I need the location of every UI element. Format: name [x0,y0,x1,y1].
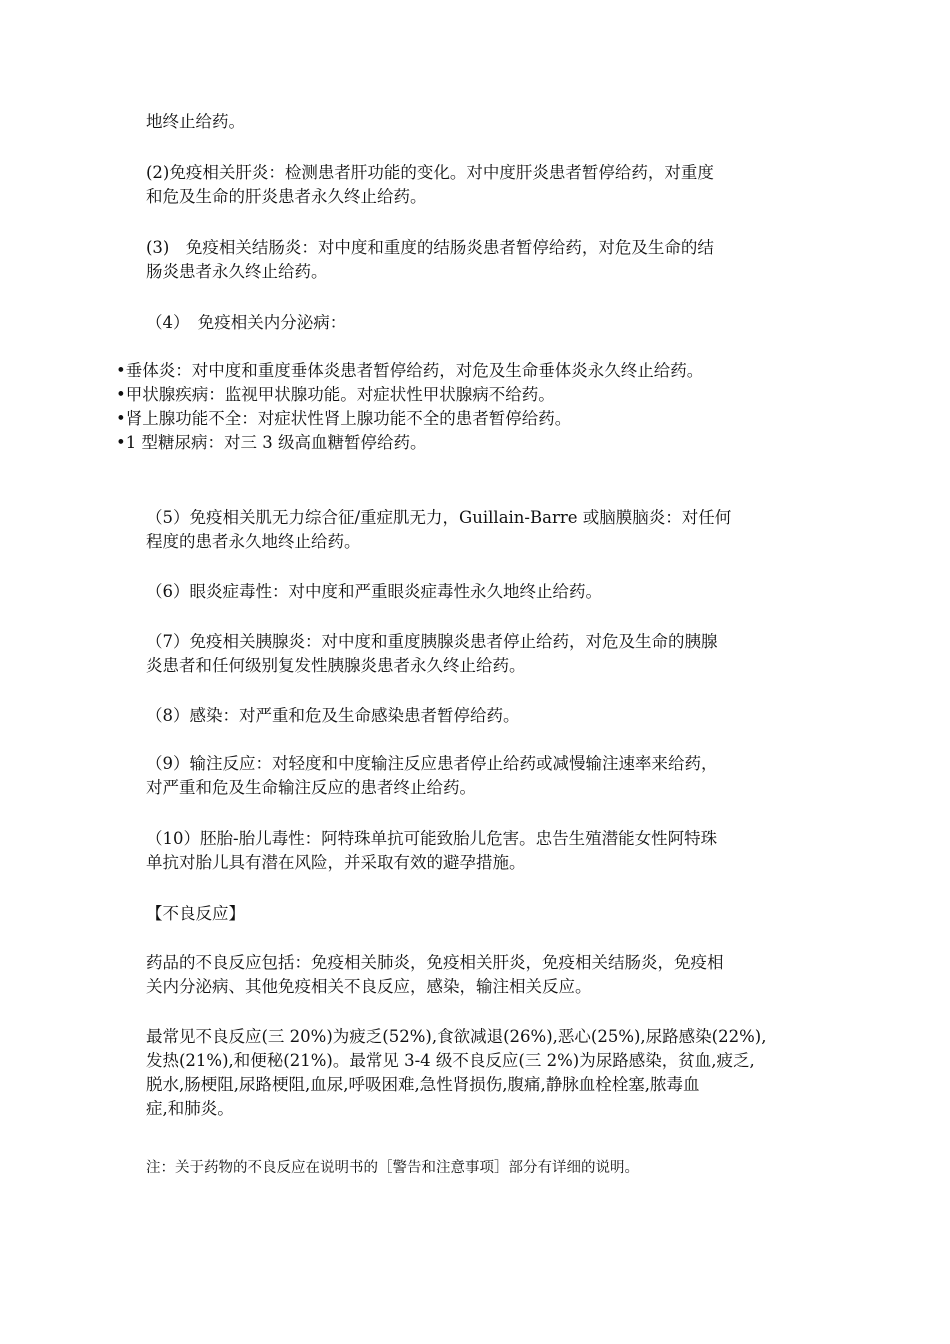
heading-text: 【不良反应】 [146,904,245,923]
paragraph-adverse-overview [146,951,826,999]
bullet-hypophysitis: •垂体炎：对中度和重度垂体炎患者暂停给药，对危及生命垂体炎永久终止给药。 [116,361,704,380]
text-line: 单抗对胎儿具有潜在风险，并采取有效的避孕措施。 [146,853,526,872]
text-line: 肠炎患者永久终止给药。 [146,262,328,281]
paragraph-infection [146,704,826,728]
paragraph-ocular [146,580,826,604]
paragraph-embryo-fetal [146,827,826,875]
bullet-adrenal: •肾上腺功能不全：对症状性肾上腺功能不全的患者暂停给药。 [116,409,572,428]
text-line: 和危及生命的肝炎患者永久终止给药。 [146,187,427,206]
text-line: 炎患者和任何级别复发性胰腺炎患者永久终止给药。 [146,656,526,675]
bullet-thyroid: •甲状腺疾病：监视甲状腺功能。对症状性甲状腺病不给药。 [116,385,555,404]
text-line: 发热(21%),和便秘(21%)。最常见 3-4 级不良反应(三 2%)为尿路感染，贫血,疲乏, [146,1051,755,1070]
text-line: (2)免疫相关肝炎：检测患者肝功能的变化。对中度肝炎患者暂停给药，对重度 [146,163,714,182]
paragraph-continuation [146,110,826,134]
note-text: 注：关于药物的不良反应在说明书的［警告和注意事项］部分有详细的说明。 [146,1160,639,1176]
text-line: 药品的不良反应包括：免疫相关肺炎，免疫相关肝炎，免疫相关结肠炎，免疫相 [146,953,724,972]
text-line: （6）眼炎症毒性：对中度和严重眼炎症毒性永久地终止给药。 [146,582,602,601]
text-line: （9）输注反应：对轻度和中度输注反应患者停止给药或减慢输注速率来给药， [146,754,718,773]
paragraph-common-adverse [146,1025,826,1121]
text-line: 症,和肺炎。 [146,1099,234,1118]
text-line: 地终止给药。 [146,112,245,131]
text-line: (3) 免疫相关结肠炎：对中度和重度的结肠炎患者暂停给药，对危及生命的结 [146,238,714,257]
paragraph-immune-colitis [146,236,826,284]
text-line: （5）免疫相关肌无力综合征/重症肌无力，Guillain-Barre 或脑膜脑炎：对任何 [146,508,732,527]
paragraph-infusion-reaction [146,752,826,800]
text-line: 关内分泌病、其他免疫相关不良反应，感染，输注相关反应。 [146,977,592,996]
text-line: （4） 免疫相关内分泌病： [146,313,347,332]
text-line: （8）感染：对严重和危及生命感染患者暂停给药。 [146,706,520,725]
text-line: 脱水,肠梗阻,尿路梗阻,血尿,呼吸困难,急性肾损伤,腹痛,静脉血栓栓塞,脓毒血 [146,1075,700,1094]
paragraph-myasthenia [146,506,826,554]
text-line: （7）免疫相关胰腺炎：对中度和重度胰腺炎患者停止给药，对危及生命的胰腺 [146,632,718,651]
section-heading-adverse-reactions [146,902,826,926]
footnote [146,1156,826,1180]
text-line: （10）胚胎-胎儿毒性：阿特珠单抗可能致胎儿危害。忠告生殖潜能女性阿特珠 [146,829,718,848]
text-line: 程度的患者永久地终止给药。 [146,532,361,551]
paragraph-immune-endocrinopathy [146,311,826,335]
text-line: 对严重和危及生命输注反应的患者终止给药。 [146,778,476,797]
text-line: 最常见不良反应(三 20%)为疲乏(52%),食欲减退(26%),恶心(25%),尿路感染(22%), [146,1027,767,1046]
paragraph-immune-hepatitis [146,161,826,209]
bullet-diabetes: •1 型糖尿病：对三 3 级高血糖暂停给药。 [116,433,427,452]
paragraph-pancreatitis [146,630,826,678]
